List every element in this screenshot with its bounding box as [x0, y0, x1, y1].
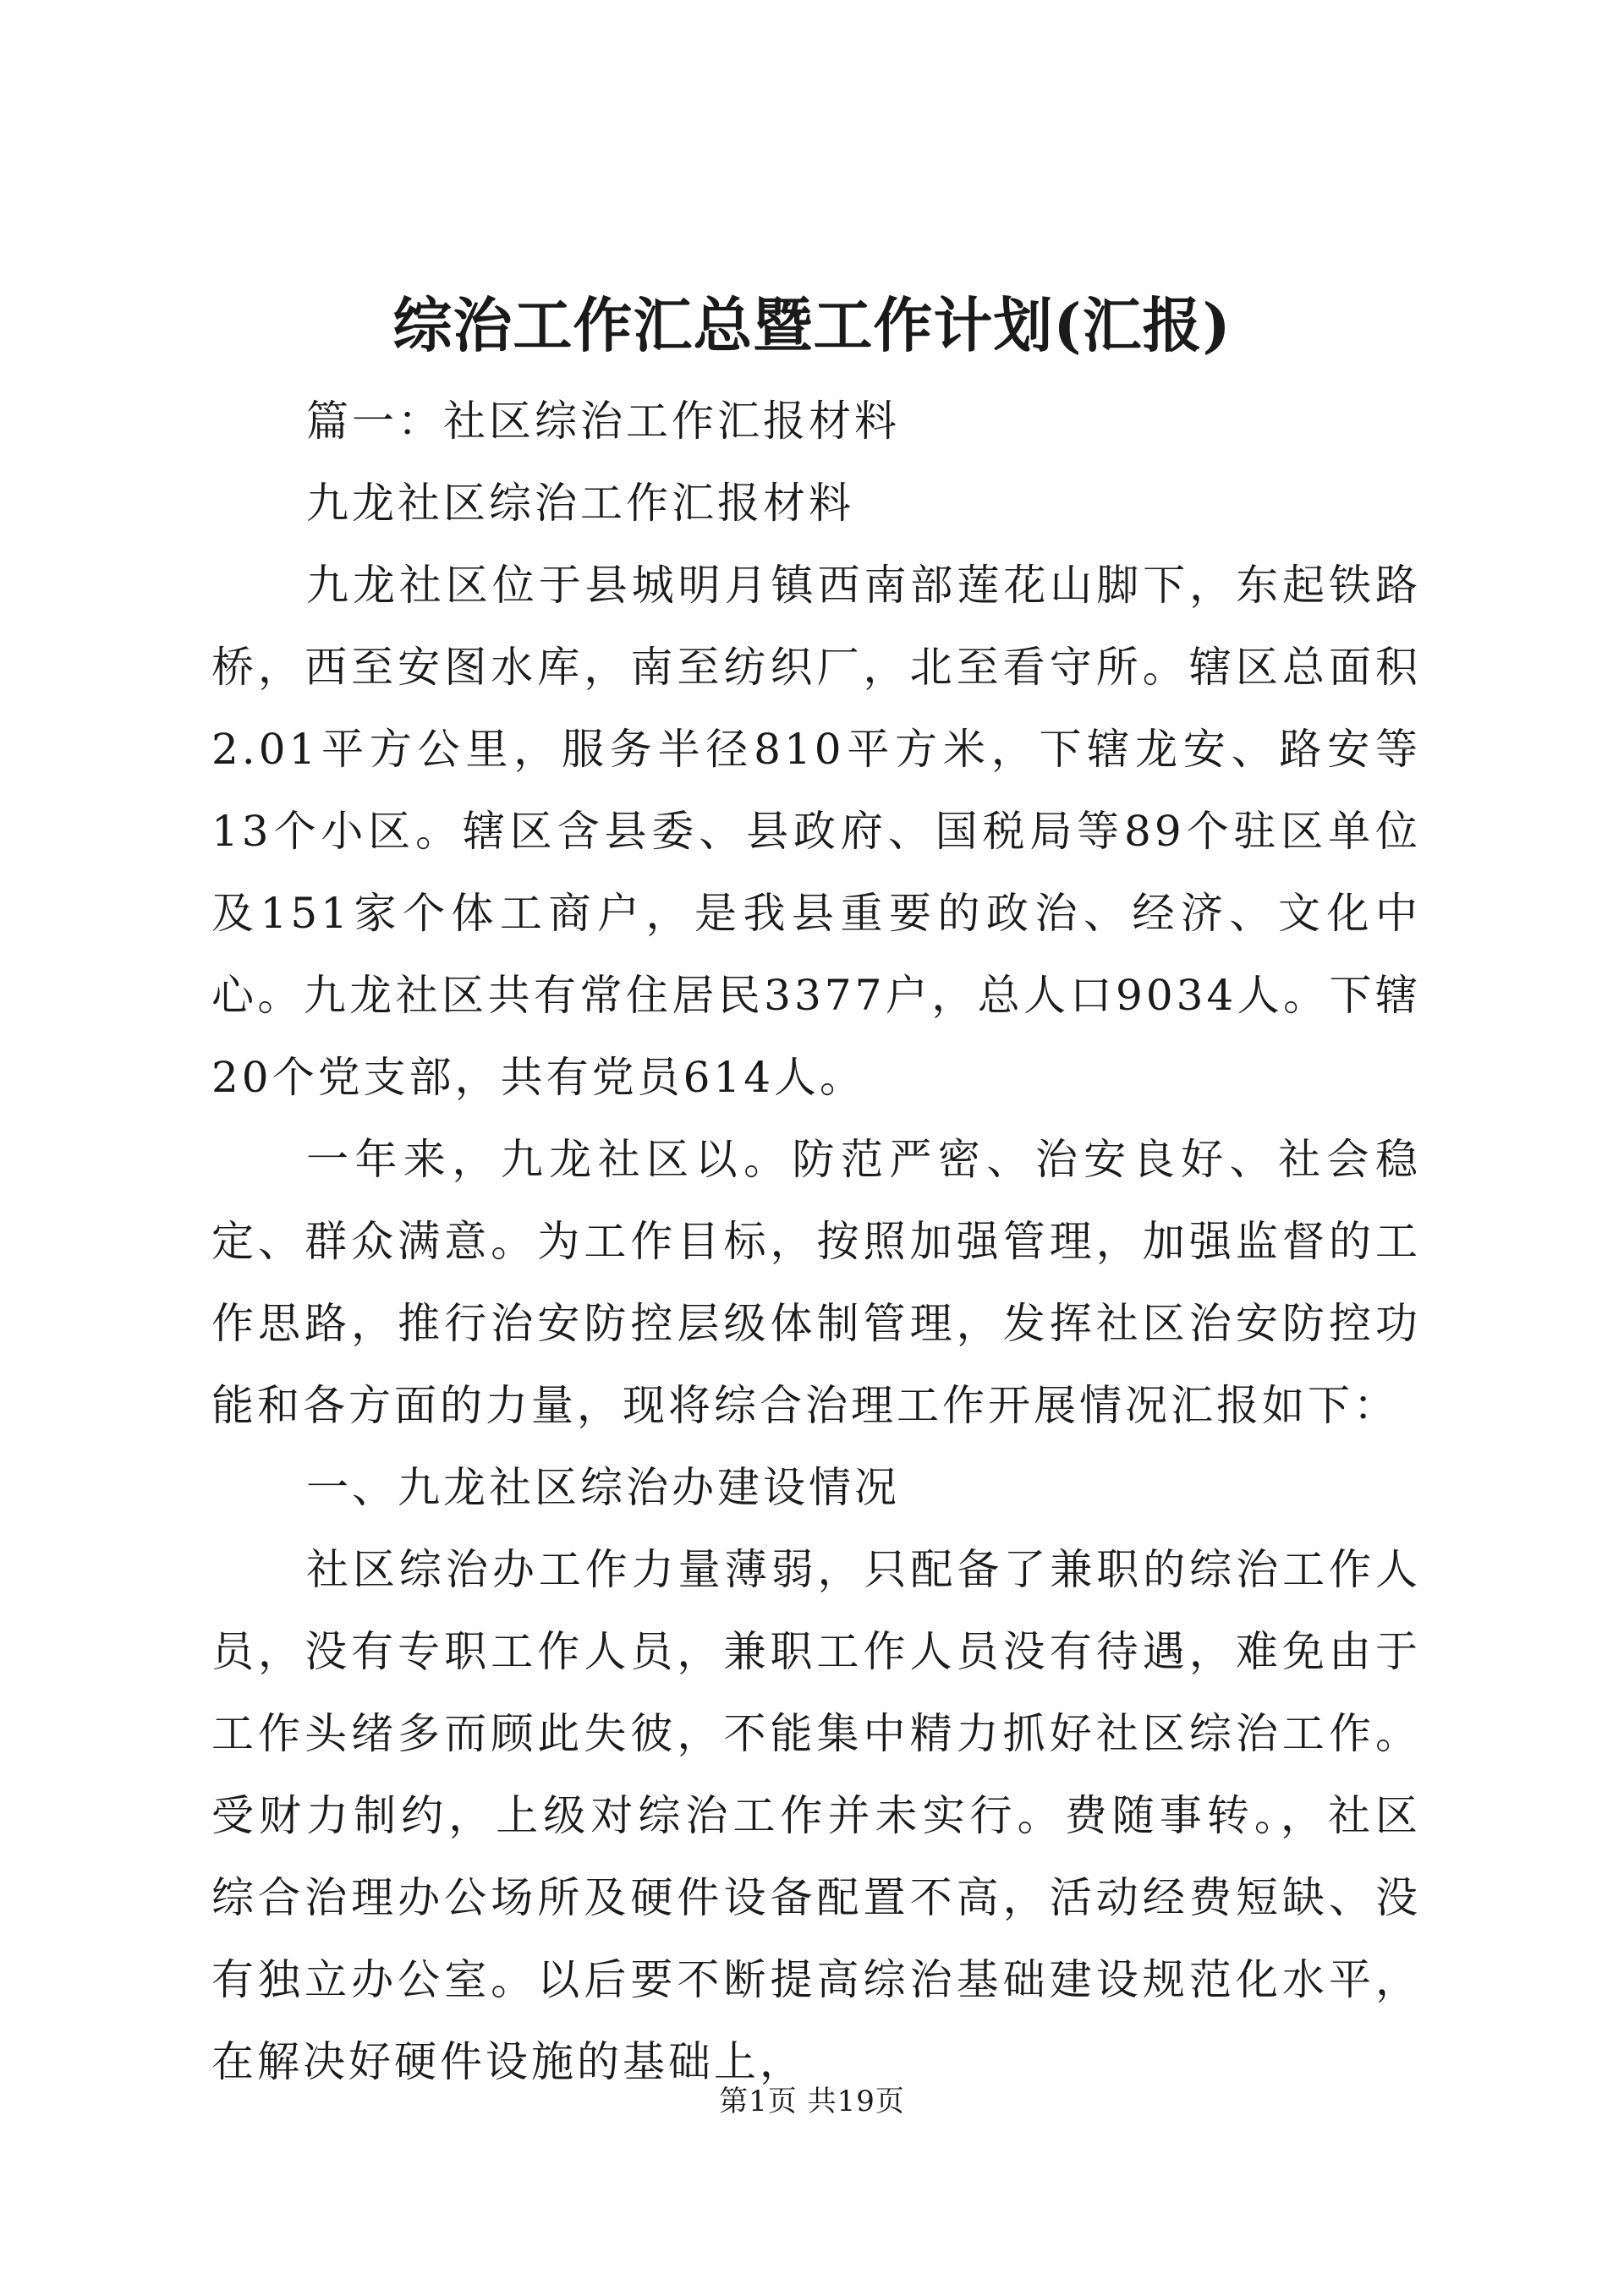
paragraph: 社区综治办工作力量薄弱，只配备了兼职的综治工作人员，没有专职工作人员，兼职工作人员没有待遇，难免由于工作头绪多而顾此失彼，不能集中精力抓好社区综治工作。受财力制约，上级对综治工作并未实行。费随事转。，社区综合治理办公场所及硬件设备配置不高，活动经费短缺、没有独立办公室。以后要不断提高综治基础建设规范化水平，在解决好硬件设施的基础上， [211, 1545, 1421, 2086]
section-heading: 篇一：社区综治工作汇报材料 [306, 397, 900, 446]
paragraph: 九龙社区位于县城明月镇西南部莲花山脚下，东起铁路桥，西至安图水库，南至纺织厂，北至看守所。辖区总面积2.01平方公里，服务半径810平方米，下辖龙安、路安等13个小区。辖区含县委、县政府、国税局等89个驻区单位及151家个体工商户，是我县重要的政治、经济、文化中心。九龙社区共有常住居民3377户，总人口9034人。下辖20个党支部，共有党员614人。 [211, 561, 1421, 1102]
section-heading: 一、九龙社区综治办建设情况 [306, 1463, 900, 1512]
document-title: 综治工作汇总暨工作计划(汇报) [392, 290, 1232, 360]
page-number: 第1页 共19页 [719, 2085, 905, 2118]
subtitle: 九龙社区综治工作汇报材料 [306, 479, 854, 528]
paragraph: 一年来，九龙社区以。防范严密、治安良好、社会稳定、群众满意。为工作目标，按照加强管理，加强监督的工作思路，推行治安防控层级体制管理，发挥社区治安防控功能和各方面的力量，现将综合治理工作开展情况汇报如下： [211, 1135, 1421, 1430]
document-body [211, 381, 1421, 2103]
